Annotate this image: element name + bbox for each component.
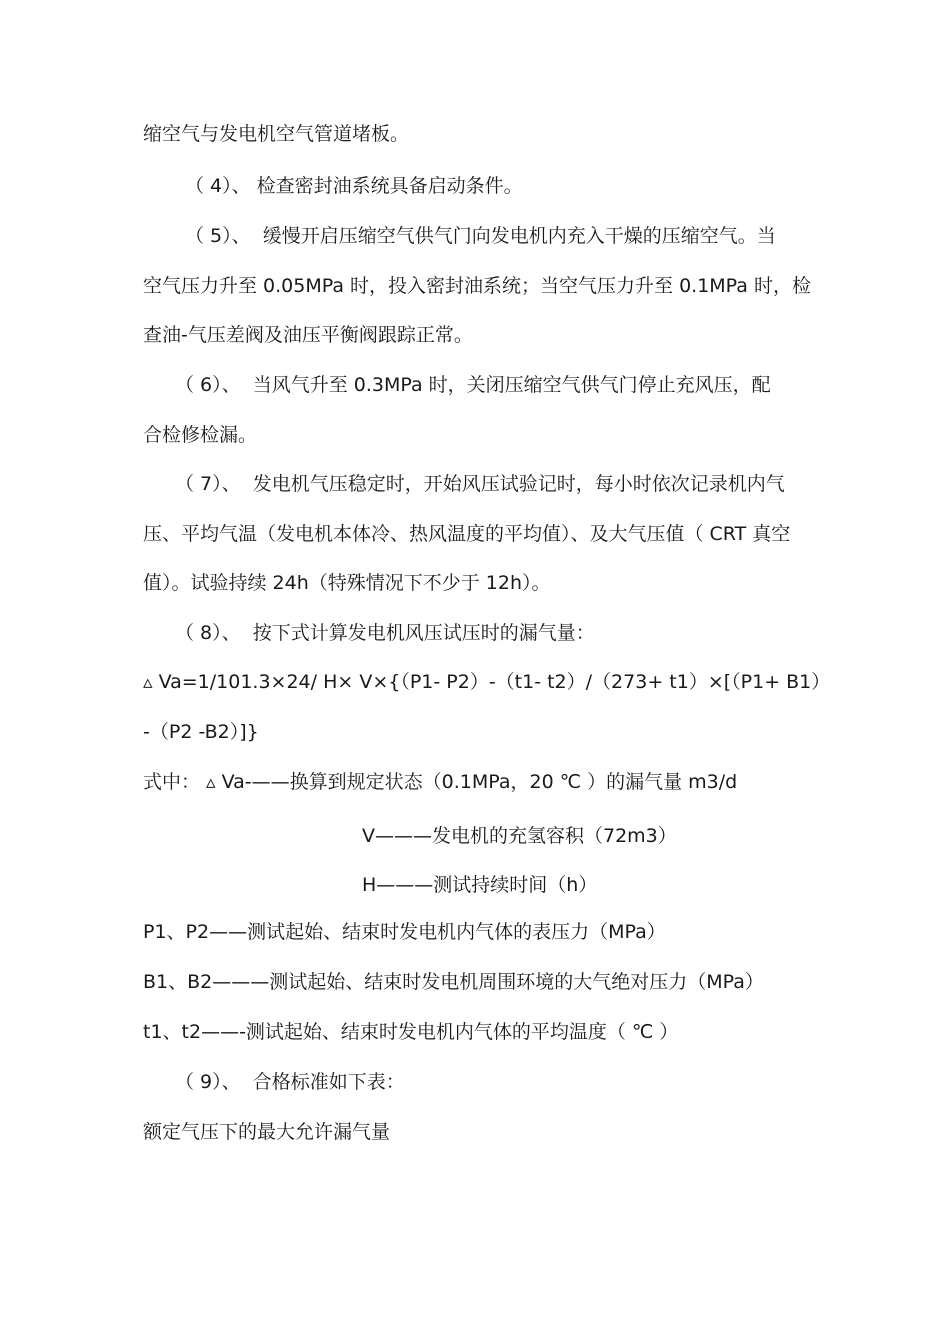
formula-line: ▵ Va=1/101.3×24/ H× V×{（P1- P2）-（t1- t2）/（273+ t1）×[（P1+ B1） xyxy=(143,671,831,693)
definition-line: P1、P2——测试起始、结束时发电机内气体的表压力（MPa） xyxy=(143,921,666,943)
formula-line: -（P2 -B2）]} xyxy=(143,721,259,743)
text-line: 查油-气压差阀及油压平衡阀跟踪正常。 xyxy=(143,324,473,346)
text-line: 缩空气与发电机空气管道堵板。 xyxy=(143,123,410,145)
text-line: （ 5）、 缓慢开启压缩空气供气门向发电机内充入干燥的压缩空气。当 xyxy=(185,225,776,247)
text-line: 合检修检漏。 xyxy=(143,424,258,446)
definition-line: B1、B2———测试起始、结束时发电机周围环境的大气绝对压力（MPa） xyxy=(143,971,764,993)
text-line: 值）。试验持续 24h（特殊情况下不少于 12h）。 xyxy=(143,572,551,594)
definition-line: H———测试持续时间（h） xyxy=(362,874,598,896)
text-line: （ 9）、 合格标准如下表： xyxy=(175,1071,405,1093)
text-line: （ 6）、 当风气升至 0.3MPa 时，关闭压缩空气供气门停止充风压，配 xyxy=(175,374,771,396)
definition-line: t1、t2——-测试起始、结束时发电机内气体的平均温度（ ℃ ） xyxy=(143,1021,679,1043)
text-line: 式中： ▵ Va-——换算到规定状态（0.1MPa，20 ℃ ）的漏气量 m3/d xyxy=(143,771,738,793)
text-line: （ 7）、 发电机气压稳定时，开始风压试验记时，每小时依次记录机内气 xyxy=(175,473,785,495)
text-line: 压、平均气温（发电机本体冷、热风温度的平均值）、及大气压值（ CRT 真空 xyxy=(143,523,791,545)
text-line: 空气压力升至 0.05MPa 时，投入密封油系统；当空气压力升至 0.1MPa 时，检 xyxy=(143,275,811,297)
definition-line: V———发电机的充氢容积（72m3） xyxy=(362,825,677,847)
text-line: （ 4）、 检查密封油系统具备启动条件。 xyxy=(185,175,523,197)
text-line: （ 8）、 按下式计算发电机风压试压时的漏气量： xyxy=(175,622,595,644)
text-line: 额定气压下的最大允许漏气量 xyxy=(143,1121,391,1143)
